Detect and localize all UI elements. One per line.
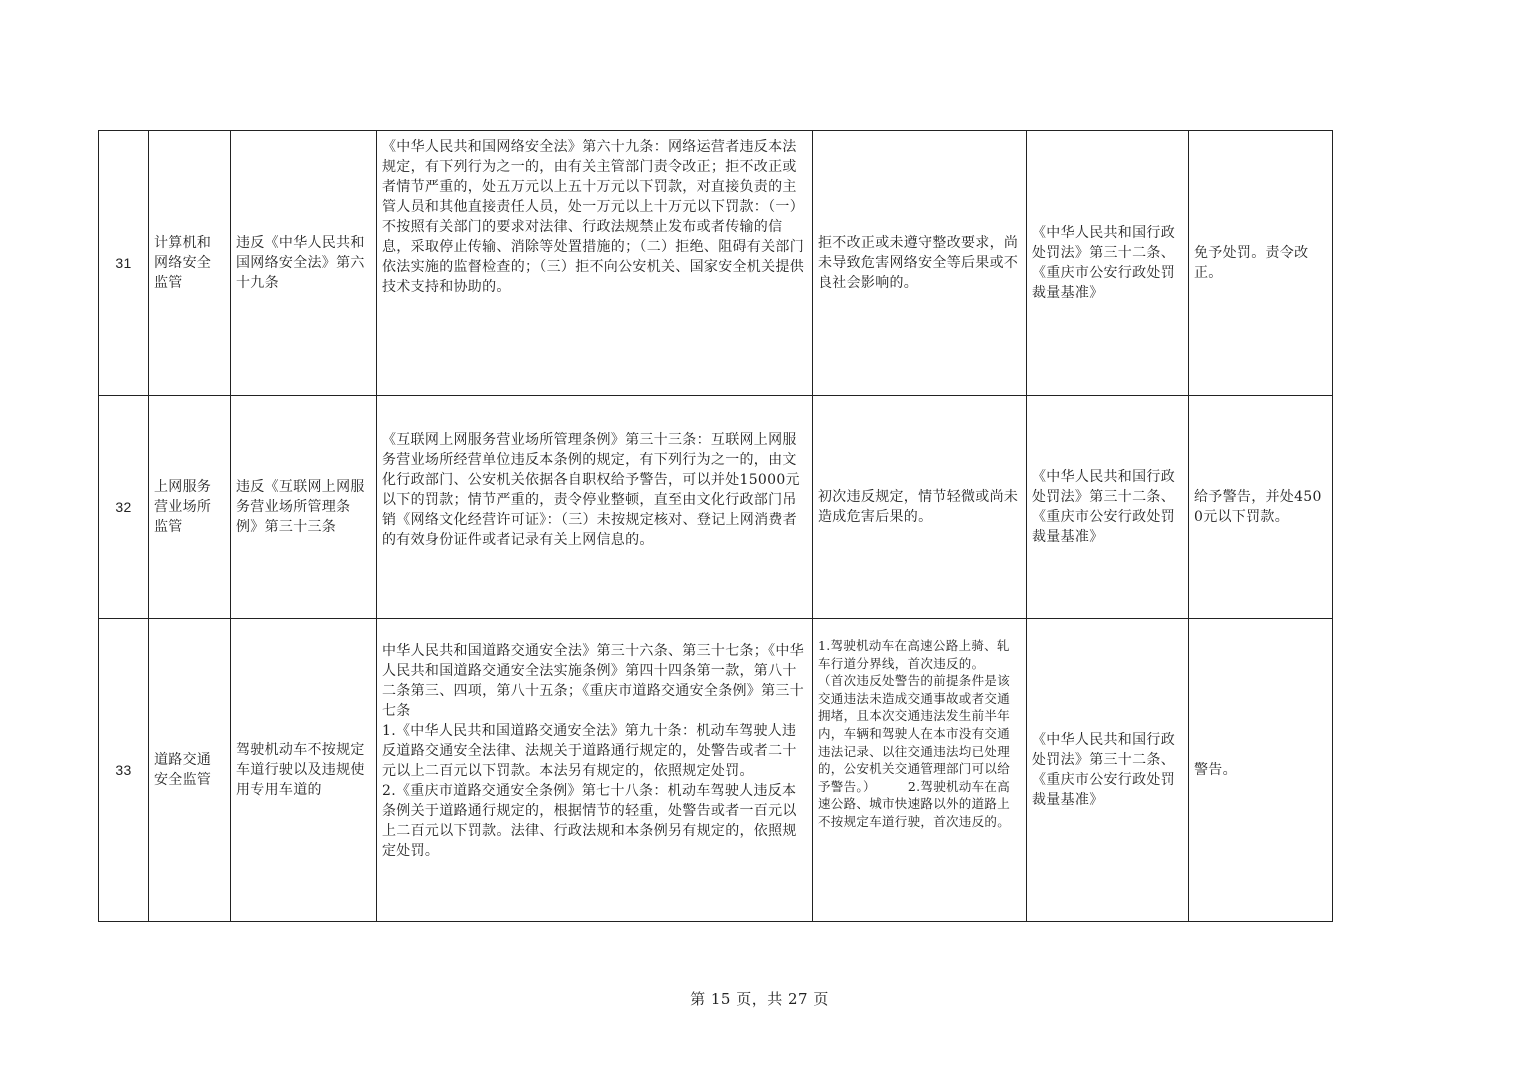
discretion-basis-cell: 《中华人民共和国行政处罚法》第三十二条、《重庆市公安行政处罚裁量基准》 — [1027, 396, 1189, 619]
table-row — [99, 619, 1333, 922]
condition-cell — [813, 131, 1027, 396]
row-number: 32 — [99, 396, 149, 619]
legal-basis-cell — [377, 131, 813, 396]
violation-cell: 驾驶机动车不按规定车道行驶以及违规使用专用车道的 — [231, 619, 377, 922]
category-cell: 计算机和网络安全监管 — [149, 131, 231, 396]
penalty-result-cell: 免予处罚。责令改正。 — [1189, 131, 1333, 396]
condition-text: 拒不改正或未遵守整改要求，尚未导致危害网络安全等后果或不良社会影响的。 — [818, 235, 1019, 291]
condition-text: 1.驾驶机动车在高速公路上骑、轧车行道分界线，首次违反的。 — [818, 638, 1010, 671]
legal-basis-cell — [377, 619, 813, 922]
discretion-basis-cell: 《中华人民共和国行政处罚法》第三十二条、《重庆市公安行政处罚裁量基准》 — [1027, 131, 1189, 396]
legal-basis-text: 1.《中华人民共和国道路交通安全法》第九十条：机动车驾驶人违反道路交通安全法律、法规关于道路通行规定的，处警告或者二十元以上二百元以下罚款。本法另有规定的，依照规定处罚。 — [382, 723, 797, 779]
condition-text: 初次违反规定，情节轻微或尚未造成危害后果的。 — [818, 489, 1019, 525]
legal-basis-text: 《互联网上网服务营业场所管理条例》第三十三条：互联网上网服务营业场所经营单位违反本条例的规定，有下列行为之一的，由文化行政部门、公安机关依据各自职权给予警告，可以并处15000元以下的罚款；情节严重的，责令停业整顿，直至由文化行政部门吊销《网络文化经营许可证》：（三）未按规定核对、登记上网消费者的有效身份证件或者记录有关上网信息的。 — [382, 432, 800, 548]
legal-basis-text: 2.《重庆市道路交通安全条例》第七十八条：机动车驾驶人违反本条例关于道路通行规定的，根据情节的轻重，处警告或者一百元以上二百元以下罚款。法律、行政法规和本条例另有规定的，依照规定处罚。 — [382, 783, 797, 859]
penalty-result-cell: 给予警告，并处4500元以下罚款。 — [1189, 396, 1333, 619]
condition-text: （首次违反处警告的前提条件是该交通违法未造成交通事故或者交通拥堵，且本次交通违法发生前半年内，车辆和驾驶人在本市没有交通违法记录、以往交通违法均已处理的，公安机关交通管理部门可以给予警告。） 2.驾驶机动车在高速公路、城市快速路以外的道路上不按规定车道行驶，首次违反的。 — [818, 673, 1011, 829]
penalty-result-cell: 警告。 — [1189, 619, 1333, 922]
page-number-footer: 第 15 页，共 27 页 — [690, 990, 829, 1008]
discretion-basis-cell: 《中华人民共和国行政处罚法》第三十二条、《重庆市公安行政处罚裁量基准》 — [1027, 619, 1189, 922]
condition-cell — [813, 619, 1027, 922]
legal-basis-text: 《中华人民共和国网络安全法》第六十九条：网络运营者违反本法规定，有下列行为之一的，由有关主管部门责令改正；拒不改正或者情节严重的，处五万元以上五十万元以下罚款，对直接负责的主管人员和其他直接责任人员，处一万元以上十万元以下罚款：（一）不按照有关部门的要求对法律、行政法规禁止发布或者传输的信息，采取停止传输、消除等处置措施的；（二）拒绝、阻碍有关部门依法实施的监督检查的；（三）拒不向公安机关、国家安全机关提供技术支持和协助的。 — [382, 139, 804, 295]
row-number: 31 — [99, 131, 149, 396]
category-cell: 道路交通安全监管 — [149, 619, 231, 922]
violation-cell: 违反《互联网上网服务营业场所管理条例》第三十三条 — [231, 396, 377, 619]
legal-basis-text: 中华人民共和国道路交通安全法》第三十六条、第三十七条；《中华人民共和国道路交通安全法实施条例》第四十四条第一款，第八十二条第三、四项，第八十五条；《重庆市道路交通安全条例》第三十七条 — [382, 643, 804, 719]
legal-basis-cell — [377, 396, 813, 619]
row-number: 33 — [99, 619, 149, 922]
table-row — [99, 396, 1333, 619]
condition-cell — [813, 396, 1027, 619]
category-cell: 上网服务营业场所监管 — [149, 396, 231, 619]
penalty-discretion-table — [98, 130, 1333, 922]
table-row — [99, 131, 1333, 396]
violation-cell: 违反《中华人民共和国网络安全法》第六十九条 — [231, 131, 377, 396]
